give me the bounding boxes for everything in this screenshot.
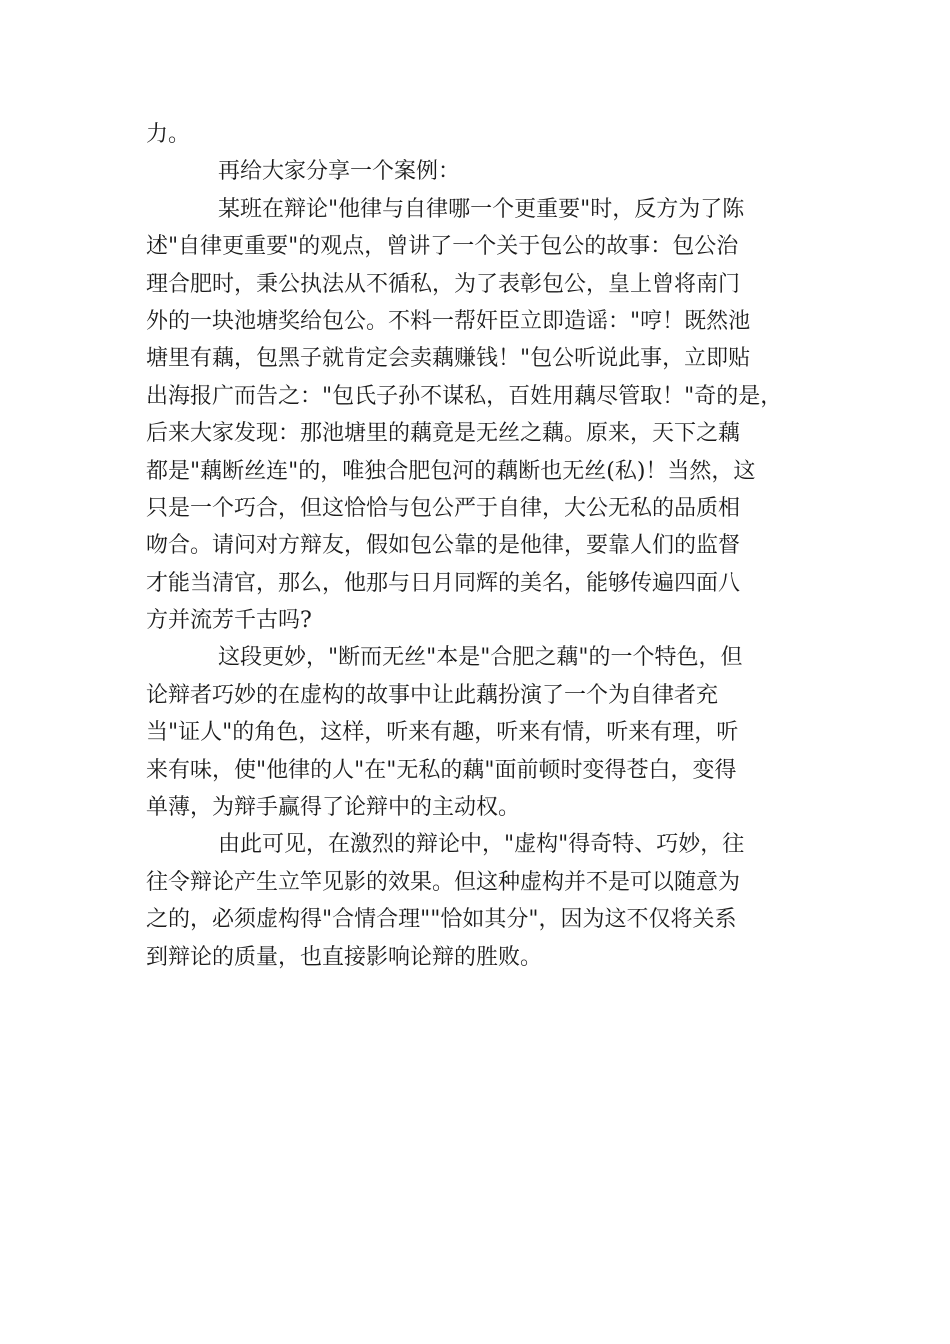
text-line: 某班在辩论"他律与自律哪一个更重要"时，反方为了陈 <box>218 196 745 222</box>
text-line: 这段更妙，"断而无丝"本是"合肥之藕"的一个特色，但 <box>218 645 743 671</box>
text-line: 述"自律更重要"的观点，曾讲了一个关于包公的故事：包公治 <box>146 234 739 260</box>
text-line: 外的一块池塘奖给包公。不料一帮奸臣立即造谣："哼！既然池 <box>146 308 751 334</box>
text-line: 论辩者巧妙的在虚构的故事中让此藕扮演了一个为自律者充 <box>146 682 719 708</box>
text-line: 才能当清官，那么，他那与日月同辉的美名，能够传遍四面八 <box>146 570 741 596</box>
text-line: 当"证人"的角色，这样，听来有趣，听来有情，听来有理，听 <box>146 720 739 746</box>
text-line: 力。 <box>146 122 191 147</box>
text-line: 都是"藕断丝连"的，唯独合肥包河的藕断也无丝(私)！当然，这 <box>146 458 756 484</box>
document-body <box>146 116 806 976</box>
text-line: 来有味，使"他律的人"在"无私的藕"面前顿时变得苍白，变得 <box>146 757 737 783</box>
text-line: 吻合。请问对方辩友，假如包公靠的是他律，要靠人们的监督 <box>146 533 741 559</box>
text-line: 理合肥时，秉公执法从不循私，为了表彰包公，皇上曾将南门 <box>146 271 741 297</box>
text-line: 出海报广而告之："包氏子孙不谋私，百姓用藕尽管取！"奇的是， <box>146 383 783 409</box>
text-line: 单薄，为辩手赢得了论辩中的主动权。 <box>146 795 521 821</box>
text-line: 塘里有藕，包黑子就肯定会卖藕赚钱！"包公听说此事，立即贴 <box>146 346 751 372</box>
text-line: 方并流芳千古吗? <box>146 608 312 634</box>
text-line: 后来大家发现：那池塘里的藕竟是无丝之藕。原来，天下之藕 <box>146 421 741 447</box>
text-line: 到辩论的质量，也直接影响论辩的胜败。 <box>146 944 543 970</box>
text-line: 再给大家分享一个案例： <box>218 159 461 185</box>
text-line: 往令辩论产生立竿见影的效果。但这种虚构并不是可以随意为 <box>146 869 741 895</box>
text-line: 由此可见，在激烈的辩论中，"虚构"得奇特、巧妙，往 <box>218 832 745 858</box>
text-line: 只是一个巧合，但这恰恰与包公严于自律，大公无私的品质相 <box>146 495 741 521</box>
text-line: 之的，必须虚构得"合情合理""恰如其分"，因为这不仅将关系 <box>146 907 737 933</box>
